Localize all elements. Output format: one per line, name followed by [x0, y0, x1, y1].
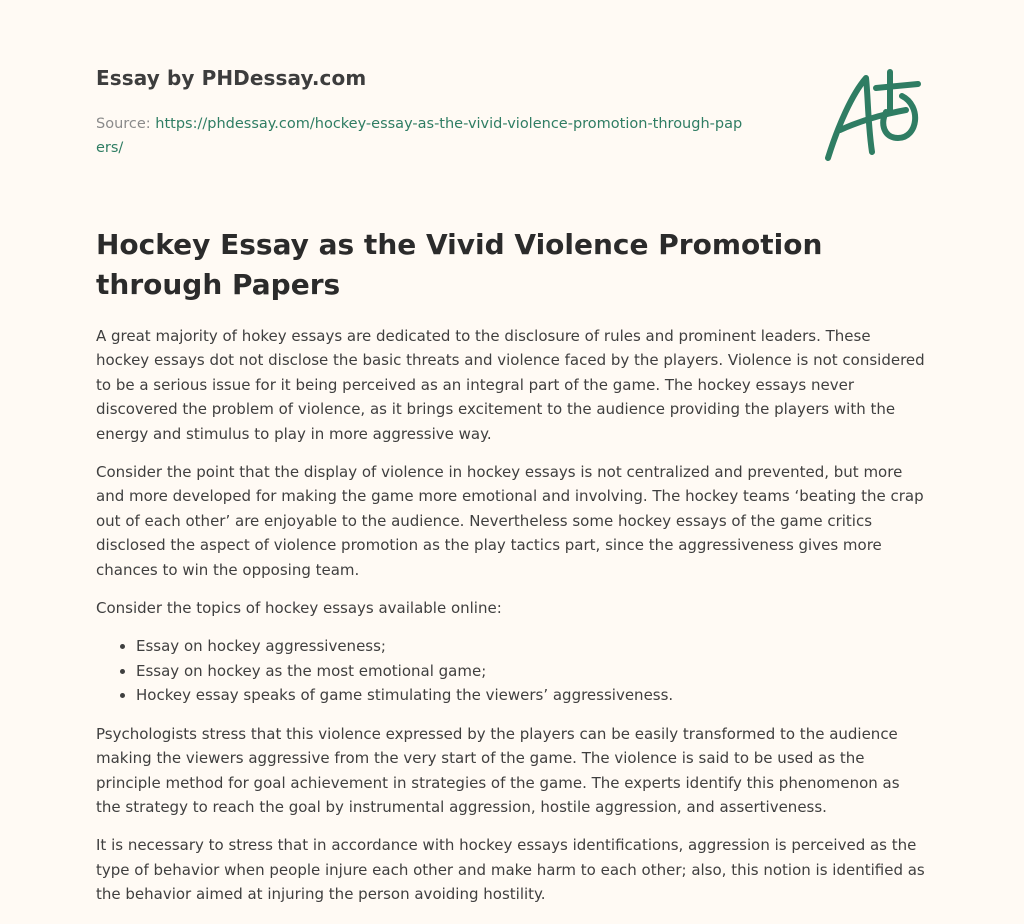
a-plus-logo-icon — [822, 66, 926, 166]
page — [96, 0, 928, 904]
list-item: • Essay on hockey as the most emotional game; — [136, 659, 926, 683]
paragraph-1: A great majority of hokey essays are dedicated to the disclosure of rules and prominent leaders. These hockey essays dot not disclose the basic threats and violence faced by the players. Violence is not considered to be a serious issue for it being perceived as an integral part of the game. The hockey essays never discovered the problem of violence, as it brings excitement to the audience providing the players with the energy and stimulus to play in more aggressive way. — [96, 327, 925, 443]
topics-list — [96, 634, 926, 707]
source-label: Source: — [96, 116, 151, 132]
list-item: • Essay on hockey aggressiveness; — [136, 634, 926, 658]
article-title: Hockey Essay as the Vivid Violence Promotion through Papers — [96, 228, 823, 301]
site-title: Essay by PHDessay.com — [96, 66, 367, 90]
source-line — [96, 112, 746, 160]
paragraph-3: Consider the topics of hockey essays available online: — [96, 599, 502, 618]
header — [96, 0, 928, 190]
paragraph-5: It is necessary to stress that in accordance with hockey essays identifications, aggression is perceived as the type of behavior when people injure each other and make harm to each other; also, this notion is identified as the behavior aimed at injuring the person avoiding hostility. — [96, 836, 925, 904]
paragraph-2: Consider the point that the display of violence in hockey essays is not centralized and prevented, but more and more developed for making the game more emotional and involving. The hockey teams ‘beating the crap out of each other’ are enjoyable to the audience. Nevertheless some hockey essays of the game critics disclosed the aspect of violence promotion as the play tactics part, since the aggressiveness gives more chances to win the opposing team. — [96, 463, 924, 579]
article-body — [96, 324, 926, 921]
source-link[interactable]: https://phdessay.com/hockey-essay-as-the-vivid-violence-promotion-through-papers/ — [96, 116, 743, 156]
list-item: • Hockey essay speaks of game stimulating the viewers’ aggressiveness. — [136, 683, 926, 707]
paragraph-4: Psychologists stress that this violence expressed by the players can be easily transformed to the audience making the viewers aggressive from the very start of the game. The violence is said to be used as the principle method for goal achievement in strategies of the game. The experts identify this phenomenon as the strategy to reach the goal by instrumental aggression, hostile aggression, and assertiveness. — [96, 724, 900, 816]
